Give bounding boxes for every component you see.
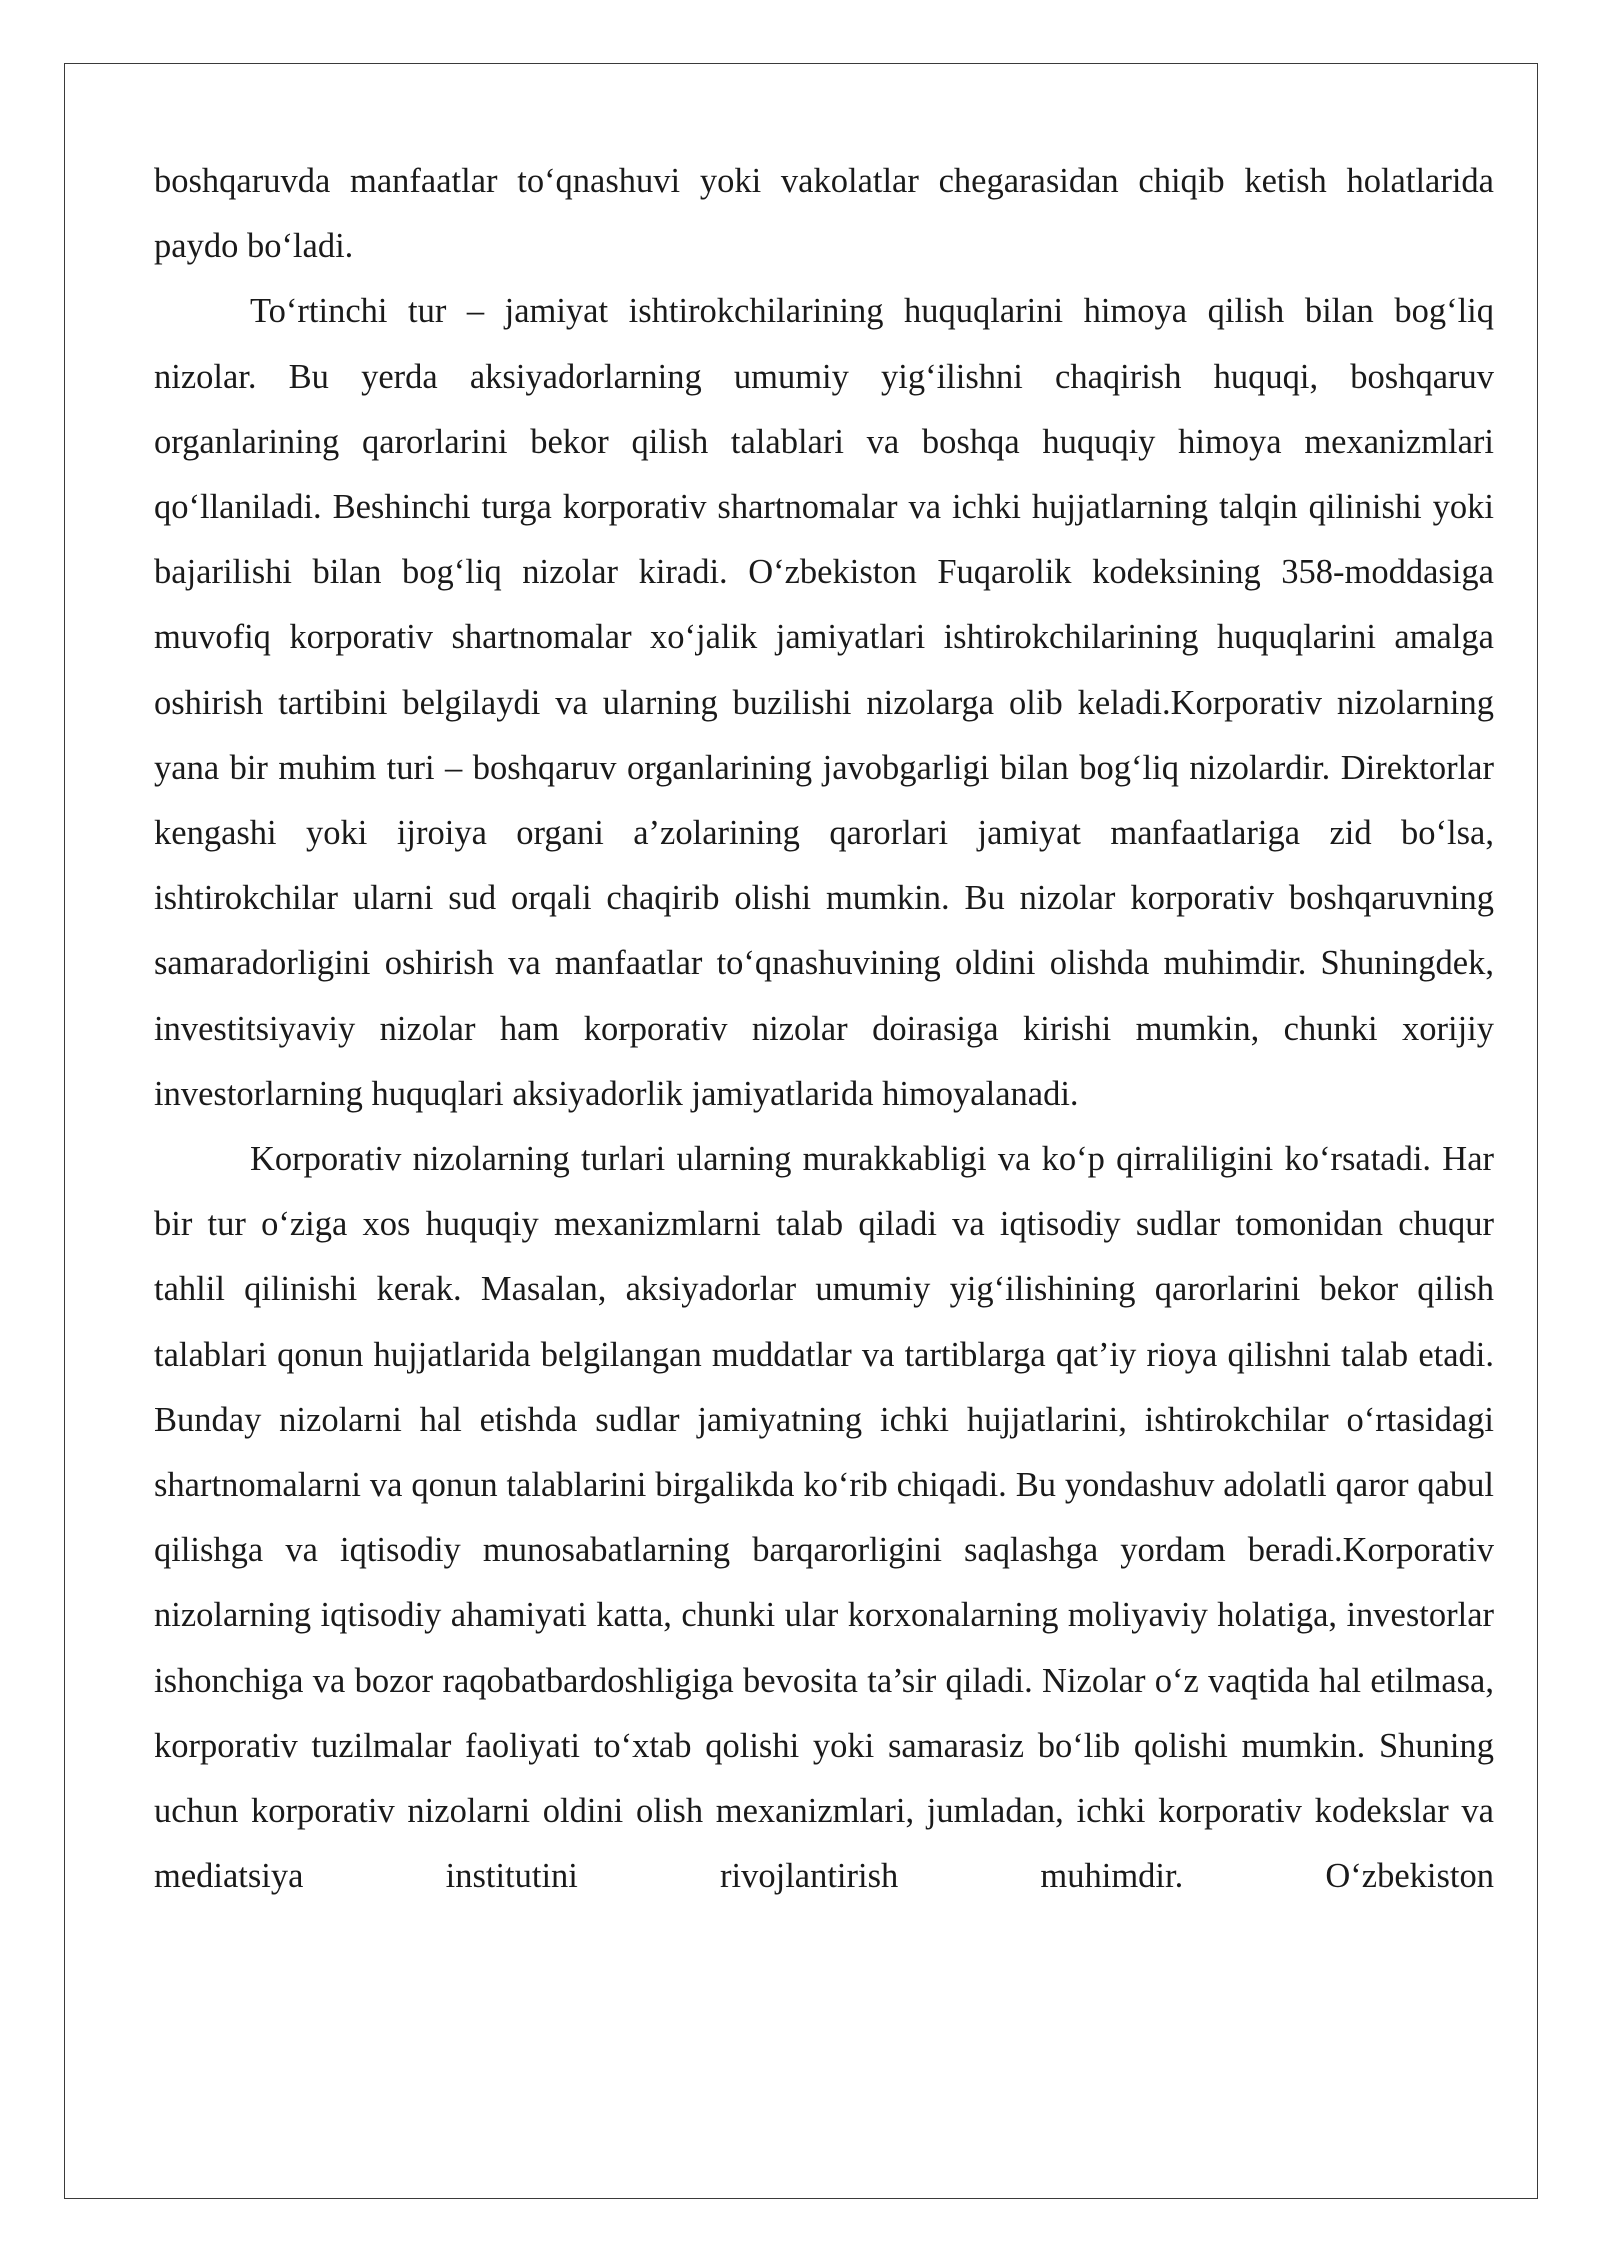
paragraph-fourth-type: To‘rtinchi tur – jamiyat ishtirokchilarining huquqlarini himoya qilish bilan bog‘liq nizolar. Bu yerda aksiyadorlarning umumiy yig‘ilishni chaqirish huquqi, boshqaruv organlarining qarorlarini bekor qilish talablari va boshqa huquqiy himoya mexanizmlari qo‘llaniladi. Beshinchi turga korporativ shartnomalar va ichki hujjatlarning talqin qilinishi yoki bajarilishi bilan bog‘liq nizolar kiradi. O‘zbekiston Fuqarolik kodeksining 358-moddasiga muvofiq korporativ shartnomalar xo‘jalik jamiyatlari ishtirokchilarining huquqlarini amalga oshirish tartibini belgilaydi va ularning buzilishi nizolarga olib keladi.Korporativ nizolarning yana bir muhim turi – boshqaruv organlarining javobgarligi bilan bog‘liq nizolardir. Direktorlar kengashi yoki ijroiya organi a’zolarining qarorlari jamiyat manfaatlariga zid bo‘lsa, ishtirokchilar ularni sud orqali chaqirib olishi mumkin. Bu nizolar korporativ boshqaruvning samaradorligini oshirish va manfaatlar to‘qnashuvining oldini olishda muhimdir. Shuningdek, investitsiyaviy nizolar ham korporativ nizolar doirasiga kirishi mumkin, chunki xorijiy investorlarning huquqlari aksiyadorlik jamiyatlarida himoyalanadi. xyxy=(154,292,1494,1113)
paragraph-types-summary: Korporativ nizolarning turlari ularning murakkabligi va ko‘p qirraliligini ko‘rsatadi. Har bir tur o‘ziga xos huquqiy mexanizmlarni talab qiladi va iqtisodiy sudlar tomonidan chuqur tahlil qilinishi kerak. Masalan, aksiyadorlar umumiy yig‘ilishining qarorlarini bekor qilish talablari qonun hujjatlarida belgilangan muddatlar va tartiblarga qat’iy rioya qilishni talab etadi. Bunday nizolarni hal etishda sudlar jamiyatning ichki hujjatlarini, ishtirokchilar o‘rtasidagi shartnomalarni va qonun talablarini birgalikda ko‘rib chiqadi. Bu yondashuv adolatli qaror qabul qilishga va iqtisodiy munosabatlarning barqarorligini saqlashga yordam beradi.Korporativ nizolarning iqtisodiy ahamiyati katta, chunki ular korxonalarning moliyaviy holatiga, investorlar ishonchiga va bozor raqobatbardoshligiga bevosita ta’sir qiladi. Nizolar o‘z vaqtida hal etilmasa, korporativ tuzilmalar faoliyati to‘xtab qolishi yoki samarasiz bo‘lib qolishi mumkin. Shuning uchun korporativ nizolarni oldini olish mexanizmlari, jumladan, ichki korporativ kodekslar va mediatsiya institutini rivojlantirish muhimdir. O‘zbekiston xyxy=(154,1140,1494,1896)
document-body xyxy=(154,149,1494,1909)
paragraph-continuation: boshqaruvda manfaatlar to‘qnashuvi yoki vakolatlar chegarasidan chiqib ketish holatlarida paydo bo‘ladi. xyxy=(154,162,1494,266)
